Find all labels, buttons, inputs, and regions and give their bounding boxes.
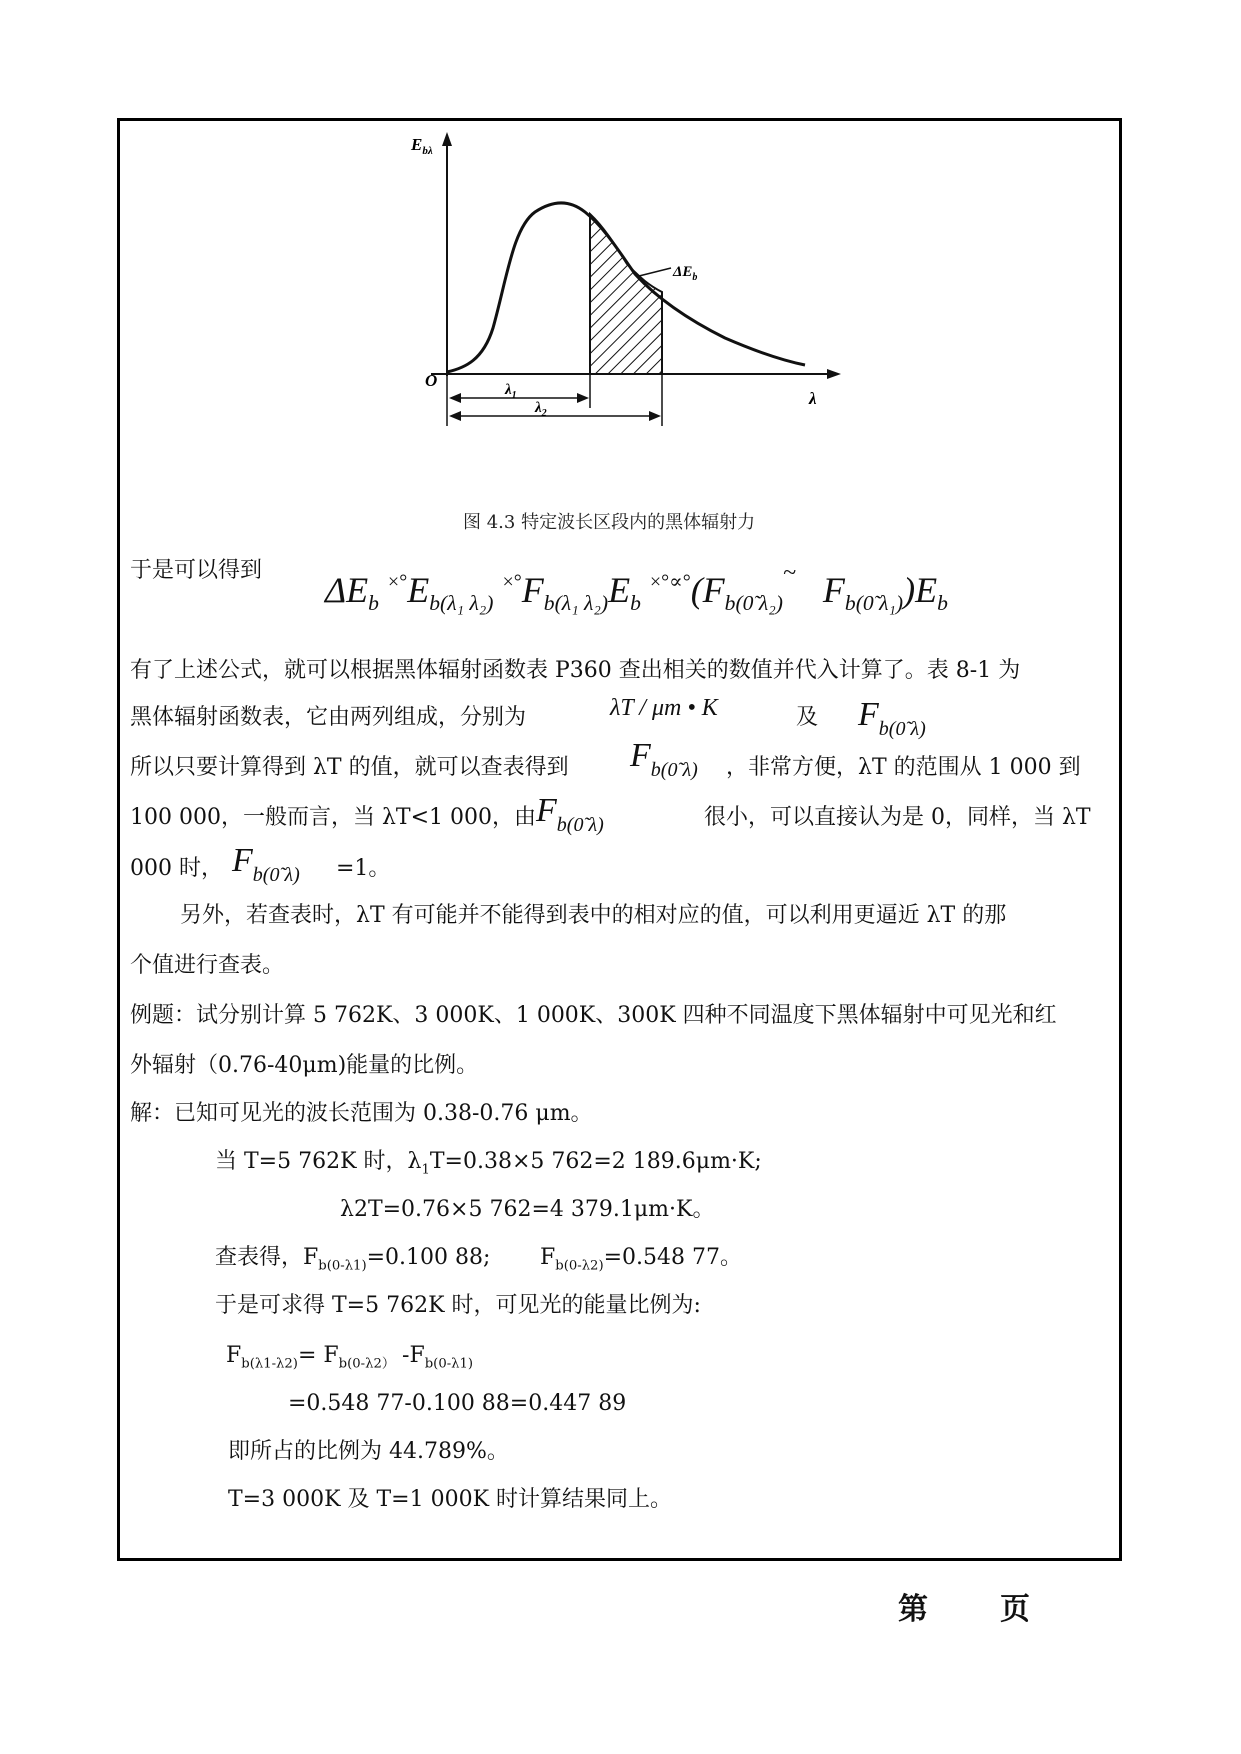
solution-line3: λ2T=0.76×5 762=4 379.1μm·K。 bbox=[340, 1197, 715, 1222]
paragraph1-line5b: =1。 bbox=[336, 856, 391, 881]
lambda-t-unit: λT / μm • K bbox=[610, 695, 718, 721]
page-number-suffix: 页 bbox=[1000, 1592, 1030, 1627]
solution-line4-right: $F_{b(0-\lambda 2)}=0.548$ 77。 bbox=[540, 1245, 742, 1274]
delta-eb-formula: $\Delta E_b$ $^{\times^\circ}E_{b(\lambda_1 \lambda_2)}$ $^{\times^\circ}F_{b(\lambda_1 \lambda_2)}E_b$ $^{\times^\circ\propto^\circ}(F_{b(0̃ \lambda_2)}^\sim$ $F_{b(0̃ \lambda_1)})E_b$ bbox=[325, 560, 948, 616]
f-function-label-4: $F_{b(0̃ \lambda)}$ bbox=[232, 842, 300, 886]
y-axis-label: $E_{b\lambda}$ bbox=[411, 135, 433, 157]
solution-line6: $F_{b(\lambda 1-\lambda 2)}= F_{b(0-\lambda 2)}$ $-F_{b(0-\lambda 1)}$ bbox=[226, 1343, 474, 1372]
lambda1-label: $\lambda_1$ bbox=[505, 382, 517, 401]
paragraph2-line2: 个值进行查表。 bbox=[130, 953, 285, 978]
f-function-label-2: $F_{b(0̃ \lambda)}$ bbox=[630, 737, 698, 781]
example-line2: 外辐射（0.76-40μm)能量的比例。 bbox=[130, 1053, 479, 1078]
delta-eb-hatched-area bbox=[590, 214, 662, 374]
delta-eb-label: $\Delta E_b$ bbox=[673, 264, 698, 283]
lambda2-arrow-right bbox=[649, 411, 661, 421]
figure-caption: 图 4.3 特定波长区段内的黑体辐射力 bbox=[463, 512, 756, 533]
origin-label: O bbox=[425, 371, 438, 390]
lambda1-arrow-right bbox=[577, 393, 589, 403]
paragraph1-line3a: 所以只要计算得到 λT 的值，就可以查表得到 bbox=[130, 755, 569, 780]
paragraph1-line4a: 100 000，一般而言，当 λT<1 000，由 bbox=[130, 805, 537, 830]
paragraph1-line4b: 很小，可以直接认为是 0，同样，当 λT bbox=[704, 805, 1091, 830]
f-function-label-1: $F_{b(0̃ \lambda)}$ bbox=[858, 696, 926, 740]
y-axis-arrow bbox=[442, 132, 452, 146]
paragraph1-line5a: 000 时， bbox=[130, 856, 223, 881]
page-number-prefix: 第 bbox=[898, 1592, 928, 1627]
paragraph1-line2: 黑体辐射函数表，它由两列组成，分别为 bbox=[130, 705, 527, 730]
x-axis-label: λ bbox=[809, 389, 817, 408]
delta-eb-leader bbox=[639, 268, 671, 276]
lambda2-arrow-left bbox=[449, 411, 461, 421]
lambda1-arrow-left bbox=[449, 393, 461, 403]
and-text: 及 bbox=[796, 705, 819, 730]
x-axis-arrow bbox=[827, 369, 841, 379]
formula-lead-text: 于是可以得到 bbox=[130, 558, 263, 583]
paragraph2-line1: 另外，若查表时，λT 有可能并不能得到表中的相对应的值，可以利用更逼近 λT 的那 bbox=[180, 903, 1007, 928]
example-line1: 例题：试分别计算 5 762K、3 000K、1 000K、300K 四种不同温度下黑体辐射中可见光和红 bbox=[130, 1003, 1057, 1028]
solution-line8: 即所占的比例为 44.789%。 bbox=[228, 1439, 509, 1464]
f-function-label-3: $F_{b(0̃ \lambda)}$ bbox=[536, 792, 604, 836]
solution-line7: =0.548 77-0.100 88=0.447 89 bbox=[288, 1391, 627, 1416]
solution-line9: T=3 000K 及 T=1 000K 时计算结果同上。 bbox=[228, 1487, 673, 1512]
paragraph1-line1: 有了上述公式，就可以根据黑体辐射函数表 P360 查出相关的数值并代入计算了。表 8-1 为 bbox=[130, 658, 1021, 683]
solution-line5: 于是可求得 T=5 762K 时，可见光的能量比例为: bbox=[215, 1293, 701, 1318]
lambda2-label: $\lambda_2$ bbox=[535, 400, 547, 419]
blackbody-radiation-figure bbox=[395, 128, 855, 448]
paragraph1-line3b: ，非常方便，λT 的范围从 1 000 到 bbox=[726, 755, 1081, 780]
solution-line1: 解：已知可见光的波长范围为 0.38-0.76 μm。 bbox=[130, 1101, 593, 1126]
solution-line2: 当 T=5 762K 时，$\lambda_1T=0.38\times 5$ 762=2 189.6μm·K; bbox=[215, 1149, 762, 1178]
solution-line4: 查表得，$F_{b(0-\lambda 1)}=0.100$ 88; bbox=[215, 1245, 491, 1274]
